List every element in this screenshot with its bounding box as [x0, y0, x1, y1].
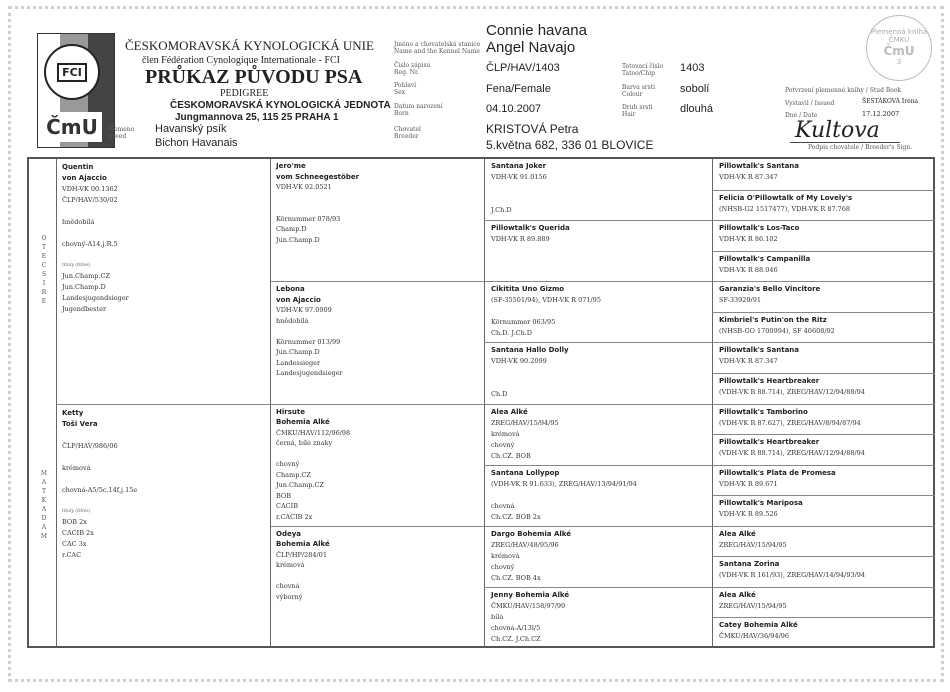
- ancestor-info: VDH-VK 92.0521: [276, 183, 332, 191]
- ancestor-name: Pillowtalk's Santana: [719, 346, 800, 355]
- ancestor-name: Garanzia's Bello Vincitore: [719, 285, 821, 294]
- cmku-fci-logo: [37, 33, 115, 148]
- titles-label: tituly (titles): [62, 508, 91, 514]
- stamp-number: 3: [896, 58, 902, 66]
- pedigree-ancestor-gen4: [712, 587, 935, 618]
- pedigree-ancestor-gen3: [484, 159, 712, 220]
- ancestor-info: ČMKU/HAV/36/94/96: [719, 632, 790, 641]
- ancestor-name: Pillowtalk's Santana: [719, 162, 800, 170]
- ancestor-name: Hirsute: [276, 407, 305, 416]
- pedigree-ancestor-gen2: [270, 281, 484, 403]
- ancestor-name: Santana Joker: [491, 162, 547, 170]
- ancestor-info: VDH-VK R 86.102: [719, 235, 778, 244]
- pedigree-ancestor-gen3: [484, 465, 712, 526]
- ancestor-info: SF-33920/91: [719, 296, 762, 305]
- studbook-stamp: Plemenná kniha ČMKU ČmU 3: [866, 15, 932, 81]
- ancestor-info: Ch.CZ. BOB: [491, 451, 531, 460]
- pedigree-ancestor-gen3: [484, 587, 712, 648]
- ancestor-info: ČMKU/HAV/158/97/99: [491, 601, 566, 610]
- ancestor-info: [276, 193, 479, 204]
- pedigree-ancestor-gen3: [484, 220, 712, 281]
- ancestor-info: Champ.D: [276, 225, 307, 233]
- ancestor-title: r.CAC: [62, 550, 82, 559]
- pedigree-table: [27, 157, 935, 648]
- ancestor-name: Pillowtalk's Querida: [491, 224, 570, 233]
- ancestor-info: [62, 430, 265, 441]
- ancestor-info: [491, 306, 706, 317]
- ancestor-info: Landesjugendsieger: [276, 369, 343, 378]
- org-name: ČESKOMORAVSKÁ KYNOLOGICKÁ UNIE: [125, 38, 374, 53]
- ancestor-title: BOB 2x: [62, 517, 87, 526]
- breed-value: [155, 122, 238, 150]
- ancestor-info: Ch.CZ. J.Ch.CZ: [491, 634, 541, 643]
- sign-label: Podpis chovatele / Breeder's Sign.: [808, 144, 912, 151]
- ancestor-info: krémová: [491, 429, 520, 438]
- ancestor-info: VDH-VK R 89.671: [719, 479, 778, 488]
- ancestor-info: (VDH-VK R 91.633), ZREG/HAV/13/94/91/94: [491, 479, 637, 488]
- ancestor-info: krémová: [491, 551, 520, 560]
- ancestor-info: ČLP/HP/284/01: [276, 550, 327, 559]
- ancestor-name: Lebona: [276, 285, 305, 294]
- ancestor-info: VDH-VK R 89.889: [491, 235, 550, 244]
- ancestor-info: [491, 378, 706, 389]
- ancestor-info: Champ.CZ: [276, 470, 311, 479]
- dog-hair: dlouhá: [680, 103, 714, 115]
- ancestor-info: ČLP/HAV/530/02: [62, 196, 118, 204]
- breed-label: Plemeno Breed: [108, 126, 135, 140]
- ancestor-info: CACIB: [276, 502, 298, 510]
- ancestor-info: černá, bílé znaky: [276, 439, 333, 447]
- ancestor-info: chovný: [491, 562, 515, 571]
- ancestor-info: r.CACIB 2x: [276, 512, 313, 521]
- ancestor-name: Jero'me: [276, 162, 306, 170]
- ancestor-name: Pillowtalk's Heartbreaker: [719, 376, 820, 385]
- breeder-name: KRISTOVÁ Petra: [486, 122, 579, 136]
- ancestor-info: (VDH-VK R 87.627), ZREG/HAV/8/94/87/94: [719, 418, 861, 427]
- ancestor-info: [62, 474, 265, 485]
- ancestor-title: CACIB 2x: [62, 528, 94, 537]
- pedigree-ancestor-gen3: [484, 404, 712, 465]
- issue-date: 17.12.2007: [862, 110, 900, 118]
- pedigree-ancestor-gen2: [270, 526, 484, 648]
- ancestor-info: Landessieger: [276, 358, 321, 367]
- ancestor-info: [491, 490, 706, 501]
- ancestor-info: VDH-VK 00.1362: [62, 185, 118, 193]
- ancestor-name: Cikitita Uno Gizmo: [491, 285, 565, 294]
- breeder-signature: Kultova: [795, 118, 880, 143]
- sex-label: Pohlaví Sex: [394, 82, 417, 96]
- ancestor-info: Jun.Champ.CZ: [276, 481, 324, 489]
- pedigree-ancestor-gen3: [484, 526, 712, 587]
- pedigree-ancestor-gen4: [712, 556, 935, 587]
- ancestor-info: [62, 452, 265, 463]
- pedigree-ancestor-gen4: [712, 465, 935, 496]
- ancestor-info: Ch.CZ. BOB 4x: [491, 573, 541, 582]
- ancestor-info: výborný: [276, 592, 303, 601]
- ancestor-title: Jugendbester: [62, 305, 107, 313]
- ancestor-info: ČLP/HAV/986/06: [62, 441, 118, 450]
- ancestor-info: chovný: [276, 460, 300, 468]
- ancestor-name: vom Schneegestöber: [276, 172, 360, 181]
- ancestor-name: Felicia O'Pillowtalk of My Lovely's: [719, 193, 853, 202]
- breed-cz: Havanský psík: [155, 123, 227, 135]
- ancestor-info: (VDH-VK R 161/93), ZREG/HAV/14/94/93/94: [719, 571, 866, 580]
- hair-label: Druh srsti Hair: [622, 104, 653, 118]
- pedigree-ancestor-gen2: [270, 159, 484, 281]
- ancestor-info: ZREG/HAV/15/94/95: [719, 540, 787, 549]
- ancestor-name: Alea Alké: [491, 407, 528, 416]
- org-unit: ČESKOMORAVSKÁ KYNOLOGICKÁ JEDNOTA: [170, 100, 391, 111]
- breed-en: Bichon Havanais: [155, 137, 238, 149]
- pedigree-ancestor-gen1: [56, 159, 270, 404]
- ancestor-name: Pillowtalk's Plata de Promesa: [719, 468, 836, 477]
- ancestor-name: Alea Alké: [719, 590, 756, 599]
- ancestor-info: ZREG/HAV/15/94/95: [719, 601, 787, 610]
- ancestor-info: chovná: [276, 582, 300, 591]
- dog-name-1: Connie havana: [486, 22, 587, 39]
- dog-sex: Fena/Female: [486, 83, 551, 95]
- ancestor-info: VDH-VK R 87.347: [719, 357, 778, 366]
- ancestor-info: VDH-VK R 87.347: [719, 173, 778, 181]
- ancestor-info: (NHSB-GO 1700994), SF 40608/92: [719, 326, 835, 335]
- ancestor-name: Dargo Bohemia Alké: [491, 529, 572, 538]
- issued-label: Vystavil / Issued: [785, 100, 835, 107]
- ancestor-name: Bohemia Alké: [276, 540, 330, 549]
- ancestor-info: bílá: [491, 612, 504, 621]
- ancestor-name: Pillowtalk's Tamborino: [719, 407, 808, 416]
- ancestor-name: von Ajaccio: [62, 174, 107, 182]
- ancestor-info: [491, 183, 706, 194]
- ancestor-info: Ch.CZ. BOB 2x: [491, 512, 541, 521]
- pedigree-ancestor-gen3: [484, 342, 712, 403]
- ancestor-title: Landesjugendsieger: [62, 294, 129, 302]
- ancestor-info: chovná-A5/5c.14f,j.15e: [62, 485, 138, 494]
- ancestor-info: chovná: [491, 501, 515, 510]
- dog-name-2: Angel Navajo: [486, 39, 576, 56]
- pedigree-ancestor-gen4: [712, 495, 935, 526]
- ancestor-info: chovný-A14,j.R.5: [62, 240, 118, 248]
- ancestor-name: Santana Zorina: [719, 560, 780, 569]
- ancestor-name: Pillowtalk's Los-Taco: [719, 224, 800, 233]
- dog-reg: ČLP/HAV/1403: [486, 62, 560, 74]
- ancestor-name: Pillowtalk's Campanilla: [719, 254, 811, 263]
- ancestor-info: Körnummer 063/95: [491, 318, 556, 327]
- ancestor-name: Kimbriel's Putin'on the Ritz: [719, 315, 827, 324]
- breeder-label: Chovatel Breeder: [394, 126, 421, 140]
- dog-name: [486, 22, 587, 56]
- ancestor-info: [276, 449, 479, 460]
- ancestor-info: [491, 194, 706, 205]
- ancestor-info: (VDH-VK R 88.714), ZREG/HAV/12/94/88/94: [719, 449, 865, 458]
- fci-emblem-icon: FCI: [44, 44, 100, 100]
- ancestor-name: von Ajaccio: [276, 295, 321, 304]
- tattoo-label: Tetovací číslo Tatoo/Chip: [622, 63, 664, 77]
- org-member: člen Fédération Cynologique Internationale - FCI: [142, 55, 341, 66]
- ancestor-info: krémová: [276, 561, 305, 570]
- dog-colour: sobolí: [680, 83, 710, 95]
- ancestor-info: [276, 203, 479, 214]
- pedigree-ancestor-gen4: [712, 617, 935, 648]
- ancestor-info: ZREG/HAV/48/95/96: [491, 540, 559, 549]
- ancestor-info: Körnummer 013/99: [276, 337, 341, 346]
- pedigree-ancestor-gen4: [712, 251, 935, 282]
- ancestor-info: [62, 250, 265, 261]
- pedigree-ancestor-gen1: [56, 404, 270, 649]
- ancestor-title: Jun.Champ.CZ: [62, 272, 110, 280]
- ancestor-info: [62, 496, 265, 507]
- sire-side-label: O T E C S I R E: [41, 235, 47, 305]
- pedigree-ancestor-gen3: [484, 281, 712, 342]
- ancestor-info: Jun.Champ.D: [276, 235, 320, 244]
- name-label: Jméno a chovatelská stanice Name and the Kennel Name: [394, 41, 481, 55]
- ancestor-info: VDH-VK R 89.526: [719, 510, 778, 519]
- ancestor-info: ZREG/HAV/15/94/95: [491, 418, 559, 427]
- ancestor-info: [62, 228, 265, 239]
- ancestor-info: Körnummer 078/93: [276, 214, 341, 223]
- cmku-logo-icon: ČmU: [42, 112, 102, 142]
- ancestor-info: [276, 326, 479, 337]
- ancestor-info: krémová: [62, 463, 91, 472]
- ancestor-info: VDH-VK 91.0156: [491, 173, 547, 181]
- ancestor-title: Jun.Champ.D: [62, 283, 106, 291]
- dog-breeder: [486, 121, 653, 153]
- document-title: PRŮKAZ PŮVODU PSA: [145, 66, 363, 88]
- ancestor-info: VDH-VK 90.2099: [491, 357, 547, 366]
- pedigree-ancestor-gen4: [712, 312, 935, 343]
- pedigree-ancestor-gen4: [712, 342, 935, 373]
- pedigree-ancestor-gen4: [712, 404, 935, 435]
- ancestor-info: VDH-VK 97.0909: [276, 306, 332, 315]
- titles-label: tituly (titles): [62, 263, 91, 268]
- stamp-text: Plemenná kniha ČMKU: [870, 28, 928, 44]
- ancestor-name: Pillowtalk's Heartbreaker: [719, 438, 820, 447]
- reg-label: Číslo zápisu Reg. Nr.: [394, 62, 431, 76]
- ancestor-name: Odeya: [276, 529, 301, 538]
- pedigree-ancestor-gen4: [712, 281, 935, 312]
- date-label: Dne / Date: [785, 112, 818, 119]
- pedigree-ancestor-gen4: [712, 190, 935, 221]
- ancestor-name: Bohemia Alké: [276, 418, 330, 426]
- org-address: Jungmannova 25, 115 25 PRAHA 1: [175, 112, 339, 123]
- pedigree-ancestor-gen4: [712, 159, 935, 190]
- ancestor-info: J.Ch.D: [491, 206, 512, 214]
- ancestor-name: Santana Lollypop: [491, 468, 560, 477]
- ancestor-name: Ketty: [62, 408, 84, 417]
- pedigree-ancestor-gen4: [712, 526, 935, 557]
- ancestor-info: (VDH-VK R 88.714), ZREG/HAV/12/94/88/94: [719, 387, 865, 396]
- ancestor-info: (NHSB-G2 1517477), VDH-VK R 87.768: [719, 204, 851, 213]
- ancestor-name: Alea Alké: [719, 529, 756, 538]
- pedigree-ancestor-gen4: [712, 434, 935, 465]
- born-label: Datum narození Born: [394, 103, 443, 117]
- ancestor-info: [276, 571, 479, 582]
- ancestor-name: Catey Bohemia Alké: [719, 621, 798, 630]
- ancestor-name: Toši Vera: [62, 419, 98, 428]
- pedigree-ancestor-gen2: [270, 404, 484, 526]
- dog-tattoo: 1403: [680, 62, 705, 74]
- ancestor-info: [62, 206, 265, 217]
- ancestor-info: hnědobílá: [276, 316, 309, 325]
- ancestor-info: Ch.D. J.Ch.D: [491, 329, 532, 338]
- dam-side-label: M A T K A D A M: [40, 470, 48, 540]
- breeder-address: 5.května 682, 336 01 BLOVICE: [486, 138, 654, 152]
- document-subtitle: PEDIGREE: [220, 88, 269, 99]
- signature-line: [790, 142, 900, 143]
- ancestor-info: VDH-VK R 88.046: [719, 265, 778, 274]
- ancestor-info: Ch.D: [491, 390, 508, 399]
- pedigree-ancestor-gen4: [712, 220, 935, 251]
- ancestor-info: ČMKU/HAV/112/96/98: [276, 428, 351, 437]
- studbook-label: Potvrzení plemenné knihy / Stud Book: [785, 87, 902, 94]
- issued-by: ŠESTÁKOVÁ Irena: [862, 98, 919, 105]
- ancestor-name: Pillowtalk's Mariposa: [719, 499, 803, 508]
- colour-label: Barva srsti Colour: [622, 84, 656, 98]
- ancestor-name: Jenny Bohemia Alké: [491, 590, 570, 599]
- ancestor-info: Jun.Champ.D: [276, 348, 320, 357]
- ancestor-name: Quentin: [62, 163, 94, 171]
- pedigree-ancestor-gen4: [712, 373, 935, 404]
- ancestor-title: CAC 3x: [62, 539, 87, 548]
- ancestor-info: chovný: [491, 440, 515, 449]
- dog-born: 04.10.2007: [486, 103, 542, 115]
- ancestor-info: BOB: [276, 491, 292, 500]
- ancestor-info: [491, 367, 706, 378]
- ancestor-info: hnědobílá: [62, 218, 95, 226]
- ancestor-info: (SF-35501/94), VDH-VK R 071/95: [491, 296, 601, 305]
- ancestor-name: Santana Hallo Dolly: [491, 346, 569, 355]
- ancestor-info: chovná-A/13l/5: [491, 623, 541, 632]
